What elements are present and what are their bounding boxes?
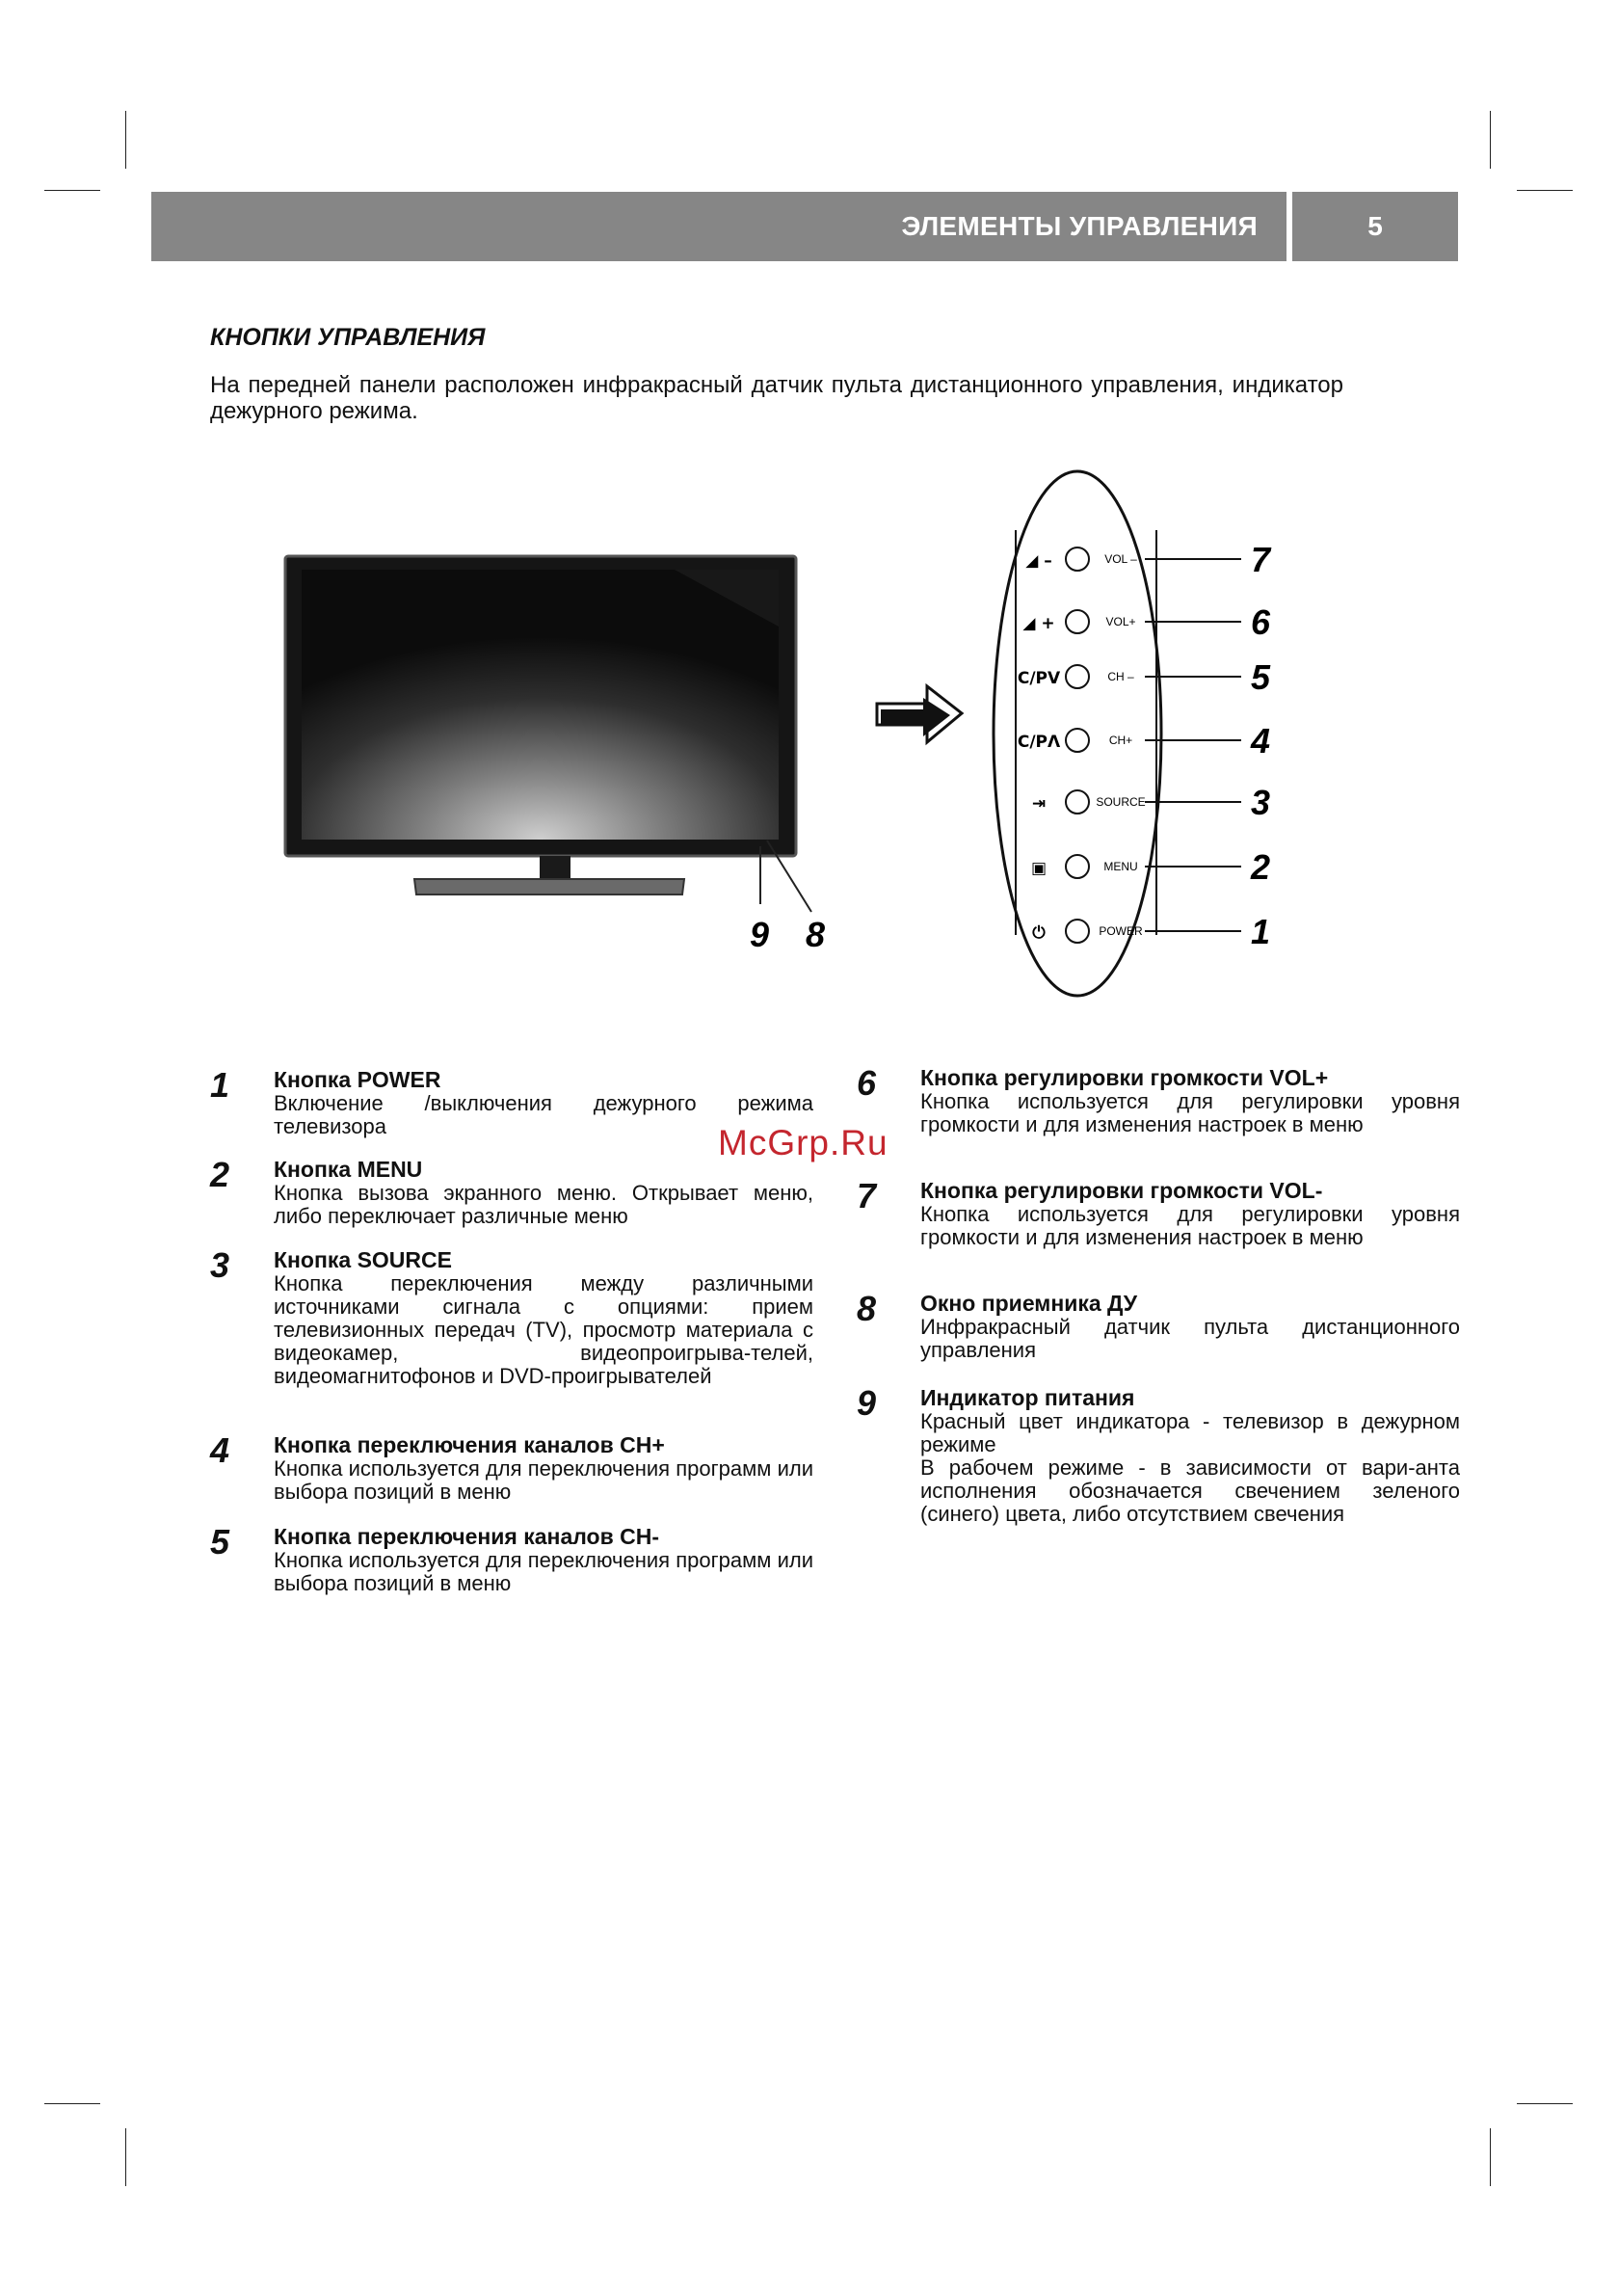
panel-button-row [1018,657,1271,697]
button-symbol-icon: ⇥ [1031,794,1047,814]
panel-button [1066,855,1089,878]
item-title: Кнопка SOURCE [274,1247,452,1272]
item-title: Кнопка POWER [274,1067,441,1092]
crop-mark [125,111,126,169]
panel-button [1066,729,1089,752]
control-panel-illustration [858,424,1301,1041]
callout-9: 9 [750,915,770,954]
item-number: 7 [857,1176,877,1215]
button-symbol-icon: ◢ – [1025,551,1052,571]
button-symbol-icon: ◢ + [1022,614,1055,633]
callout-number: 3 [1251,783,1271,822]
button-label: POWER [1099,924,1143,938]
item-vol-minus [857,1176,1460,1249]
callout-number: 1 [1251,912,1271,951]
panel-button [1066,790,1089,814]
item-number: 2 [210,1155,230,1194]
page-number: 5 [1292,192,1458,261]
button-symbol-icon: ⏻ [1032,923,1046,943]
item-number: 1 [210,1065,230,1105]
button-label: VOL+ [1105,615,1136,628]
tv-screen [302,570,779,840]
callout-8: 8 [806,915,826,954]
item-title: Кнопка переключения каналов CH- [274,1524,659,1549]
callout-number: 2 [1251,847,1271,887]
direction-arrow-icon [877,686,962,742]
item-text: Кнопка вызова экранного меню. Открывает меню, либо переключает различные меню [274,1181,813,1228]
button-symbol-icon: C/PV [1017,669,1061,688]
crop-mark [1517,2103,1573,2104]
panel-button-row [1018,721,1270,761]
crop-mark [44,190,100,191]
item-ch-minus [210,1522,813,1595]
button-label: VOL – [1104,552,1137,566]
panel-button-row [1025,540,1272,579]
intro-paragraph: На передней панели расположен инфракрасный датчик пульта дистанционного управления, индикатор дежурного режима. [210,372,1343,424]
chapter-title: ЭЛЕМЕНТЫ УПРАВЛЕНИЯ [901,211,1258,241]
callout-number: 4 [1251,721,1271,761]
item-title: Окно приемника ДУ [920,1291,1138,1316]
callout-number: 5 [1251,657,1271,697]
item-number: 9 [857,1383,877,1423]
panel-button-row [1022,602,1271,642]
item-ch-plus [210,1430,813,1504]
item-text: Кнопка используется для регулировки уровня громкости и для изменения настроек в меню [920,1202,1460,1249]
button-symbol-icon: C/PΛ [1017,733,1061,752]
item-number: 5 [210,1522,230,1562]
page-header [151,192,1286,261]
item-text: Инфракрасный датчик пульта дистанционного управления [920,1315,1460,1362]
item-title: Индикатор питания [920,1385,1135,1410]
watermark: McGrp.Ru [718,1123,889,1162]
crop-mark [44,2103,100,2104]
item-text: Кнопка используется для переключения программ или выбора позиций в меню [274,1548,813,1595]
item-text: Кнопка переключения между различными источниками сигнала с опциями: прием телевизионных передач (TV), просмотр материала с видеокамер, видеопроигрыва-телей, видеомагнитофонов и DVD-проигрывателей [274,1271,813,1388]
callout-number: 7 [1251,540,1271,579]
callout-number: 6 [1251,602,1271,642]
item-number: 4 [210,1430,230,1470]
crop-mark [1490,111,1491,169]
item-number: 8 [857,1289,877,1328]
crop-mark [125,2128,126,2186]
item-text: Включение /выключения дежурного режима телевизора [274,1091,813,1138]
button-symbol-icon: ▣ [1030,859,1048,878]
panel-button [1066,665,1089,688]
item-title: Кнопка регулировки громкости VOL+ [920,1065,1329,1090]
crop-mark [1517,190,1573,191]
item-title: Кнопка переключения каналов CH+ [274,1432,665,1457]
crop-mark [1490,2128,1491,2186]
panel-button [1066,547,1089,571]
button-label: CH – [1107,670,1134,683]
panel-button-row [1032,783,1270,822]
item-power-indicator [857,1383,1460,1526]
item-text: Красный цвет индикатора - телевизор в дежурном режиме В рабочем режиме - в зависимости от вари-анта исполнения обозначается свечением зеленого (синего) цвета, либо отсутствием свечения [920,1409,1460,1526]
item-ir-receiver [857,1289,1460,1362]
item-text: Кнопка используется для регулировки уровня громкости и для изменения настроек в меню [920,1089,1460,1136]
button-label: MENU [1103,860,1138,873]
button-label: CH+ [1108,734,1133,747]
item-number: 6 [857,1063,877,1103]
item-source [210,1245,813,1388]
tv-illustration [270,540,826,974]
item-number: 3 [210,1245,230,1285]
item-title: Кнопка MENU [274,1157,423,1182]
item-vol-plus [857,1063,1460,1136]
panel-button-row [1032,912,1270,951]
panel-button [1066,610,1089,633]
tv-stand-neck [540,856,570,881]
item-text: Кнопка используется для переключения программ или выбора позиций в меню [274,1456,813,1504]
item-menu [210,1155,813,1228]
item-title: Кнопка регулировки громкости VOL- [920,1178,1323,1203]
button-label: SOURCE [1096,795,1146,809]
tv-stand-base [414,879,684,894]
panel-button [1066,920,1089,943]
section-title: КНОПКИ УПРАВЛЕНИЯ [210,324,486,351]
item-power [210,1065,813,1138]
